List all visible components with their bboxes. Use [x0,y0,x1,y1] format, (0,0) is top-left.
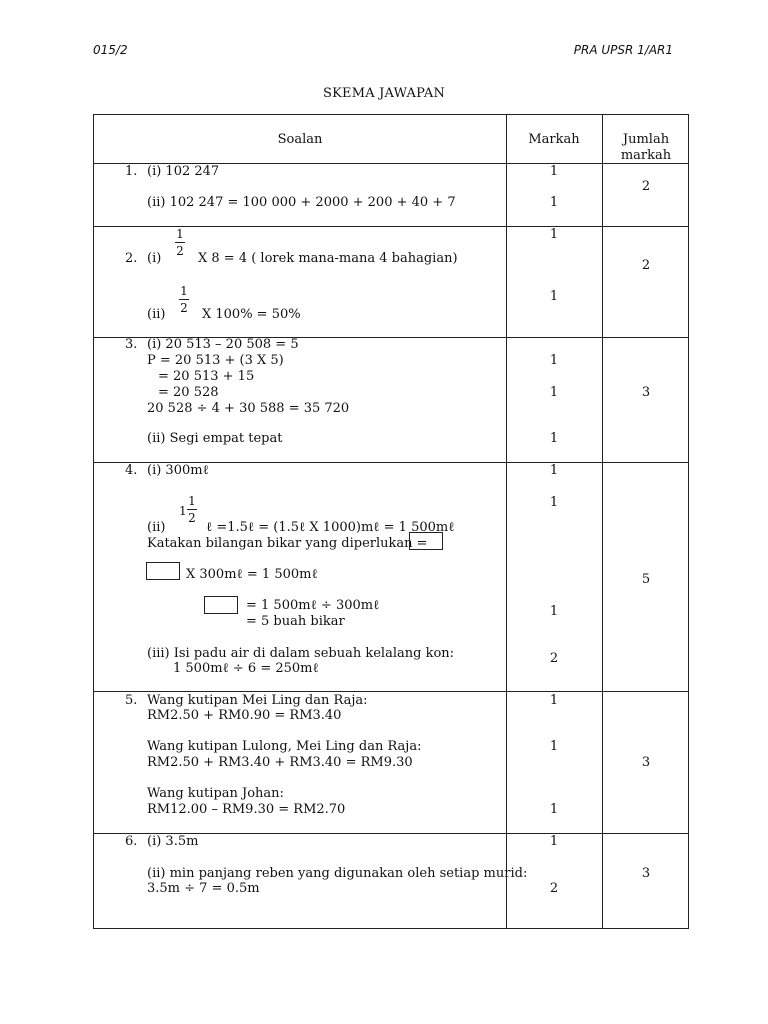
q1-part-i: (i) 102 247 [147,164,220,179]
mark: 1 [549,739,559,754]
q2-part-i-text: X 8 = 4 ( lorek mana-mana 4 bahagian) [198,251,458,266]
header-code: 015/2 [93,43,128,57]
q3-line: 20 528 ÷ 4 + 30 588 = 35 720 [147,401,350,416]
col-header-jumlah: Jumlah [622,132,670,147]
q4-part-ii-label: (ii) [147,520,166,535]
mark: 1 [549,802,559,817]
row-divider [94,691,688,692]
question-number: 2. [125,251,138,266]
mark: 1 [549,289,559,304]
col-header-jumlah-2: markah [620,148,672,163]
q4-eq3: = 5 buah bikar [246,614,345,629]
question-number: 1. [125,164,138,179]
mark: 1 [549,693,559,708]
q6-part-ii: (ii) min panjang reben yang digunakan oleh setiap murid: [147,866,528,881]
total-mark: 5 [641,572,651,587]
q6-part-i: (i) 3.5m [147,834,199,849]
total-mark: 2 [641,258,651,273]
blank-box [409,532,443,550]
blank-box [146,562,180,580]
mark: 1 [549,353,559,368]
q5-line: RM2.50 + RM3.40 + RM3.40 = RM9.30 [147,755,413,770]
q3-line: P = 20 513 + (3 X 5) [147,353,284,368]
q3-part-ii: (ii) Segi empat tepat [147,431,283,446]
mark: 2 [549,651,559,666]
q3-line: (i) 20 513 – 20 508 = 5 [147,337,299,352]
question-number: 6. [125,834,138,849]
answer-table [93,114,689,929]
q3-line: = 20 528 [158,385,219,400]
header-paper: PRA UPSR 1/AR1 [573,43,673,57]
mixed-number-whole: 1 [179,504,187,518]
mark: 1 [549,495,559,510]
question-number: 3. [125,337,138,352]
q6-part-ii-calc: 3.5m ÷ 7 = 0.5m [147,881,260,896]
fraction-half: 1 2 [188,494,196,525]
mark: 1 [549,195,559,210]
col-header-soalan: Soalan [277,132,323,147]
q4-katakan: Katakan bilangan bikar yang diperlukan = [147,536,428,551]
question-number: 5. [125,693,138,708]
mark: 1 [549,463,559,478]
mark: 1 [549,227,559,242]
mark: 1 [549,385,559,400]
fraction-half: 1 2 [176,227,184,258]
q5-line: Wang kutipan Lulong, Mei Ling dan Raja: [147,739,422,754]
q4-part-i: (i) 300mℓ [147,463,209,478]
mark: 1 [549,604,559,619]
total-mark: 3 [641,385,651,400]
mark: 1 [549,164,559,179]
total-mark: 2 [641,179,651,194]
page-title: SKEMA JAWAPAN [322,86,446,101]
fraction-half: 1 2 [180,284,188,315]
q4-part-iii-calc: 1 500mℓ ÷ 6 = 250mℓ [173,661,319,676]
column-divider [602,115,603,928]
q4-eq1: X 300mℓ = 1 500mℓ [186,567,318,582]
mark: 1 [549,834,559,849]
q4-part-ii-text: ℓ =1.5ℓ = (1.5ℓ X 1000)mℓ = 1 500mℓ [206,520,455,535]
mark: 2 [549,881,559,896]
q2-part-ii-label: (ii) [147,307,166,322]
q5-line: Wang kutipan Johan: [147,786,284,801]
q3-line: = 20 513 + 15 [158,369,255,384]
q4-part-iii: (iii) Isi padu air di dalam sebuah kelalang kon: [147,646,455,661]
mark: 1 [549,431,559,446]
blank-box [204,596,238,614]
q5-line: RM12.00 – RM9.30 = RM2.70 [147,802,346,817]
q2-part-i-label: (i) [147,251,162,266]
q2-part-ii-text: X 100% = 50% [202,307,301,322]
q4-eq2: = 1 500mℓ ÷ 300mℓ [246,598,380,613]
question-number: 4. [125,463,138,478]
col-header-markah: Markah [528,132,580,147]
q5-line: Wang kutipan Mei Ling dan Raja: [147,693,368,708]
q5-line: RM2.50 + RM0.90 = RM3.40 [147,708,342,723]
total-mark: 3 [641,755,651,770]
total-mark: 3 [641,866,651,881]
q1-part-ii: (ii) 102 247 = 100 000 + 2000 + 200 + 40 + 7 [147,195,456,210]
